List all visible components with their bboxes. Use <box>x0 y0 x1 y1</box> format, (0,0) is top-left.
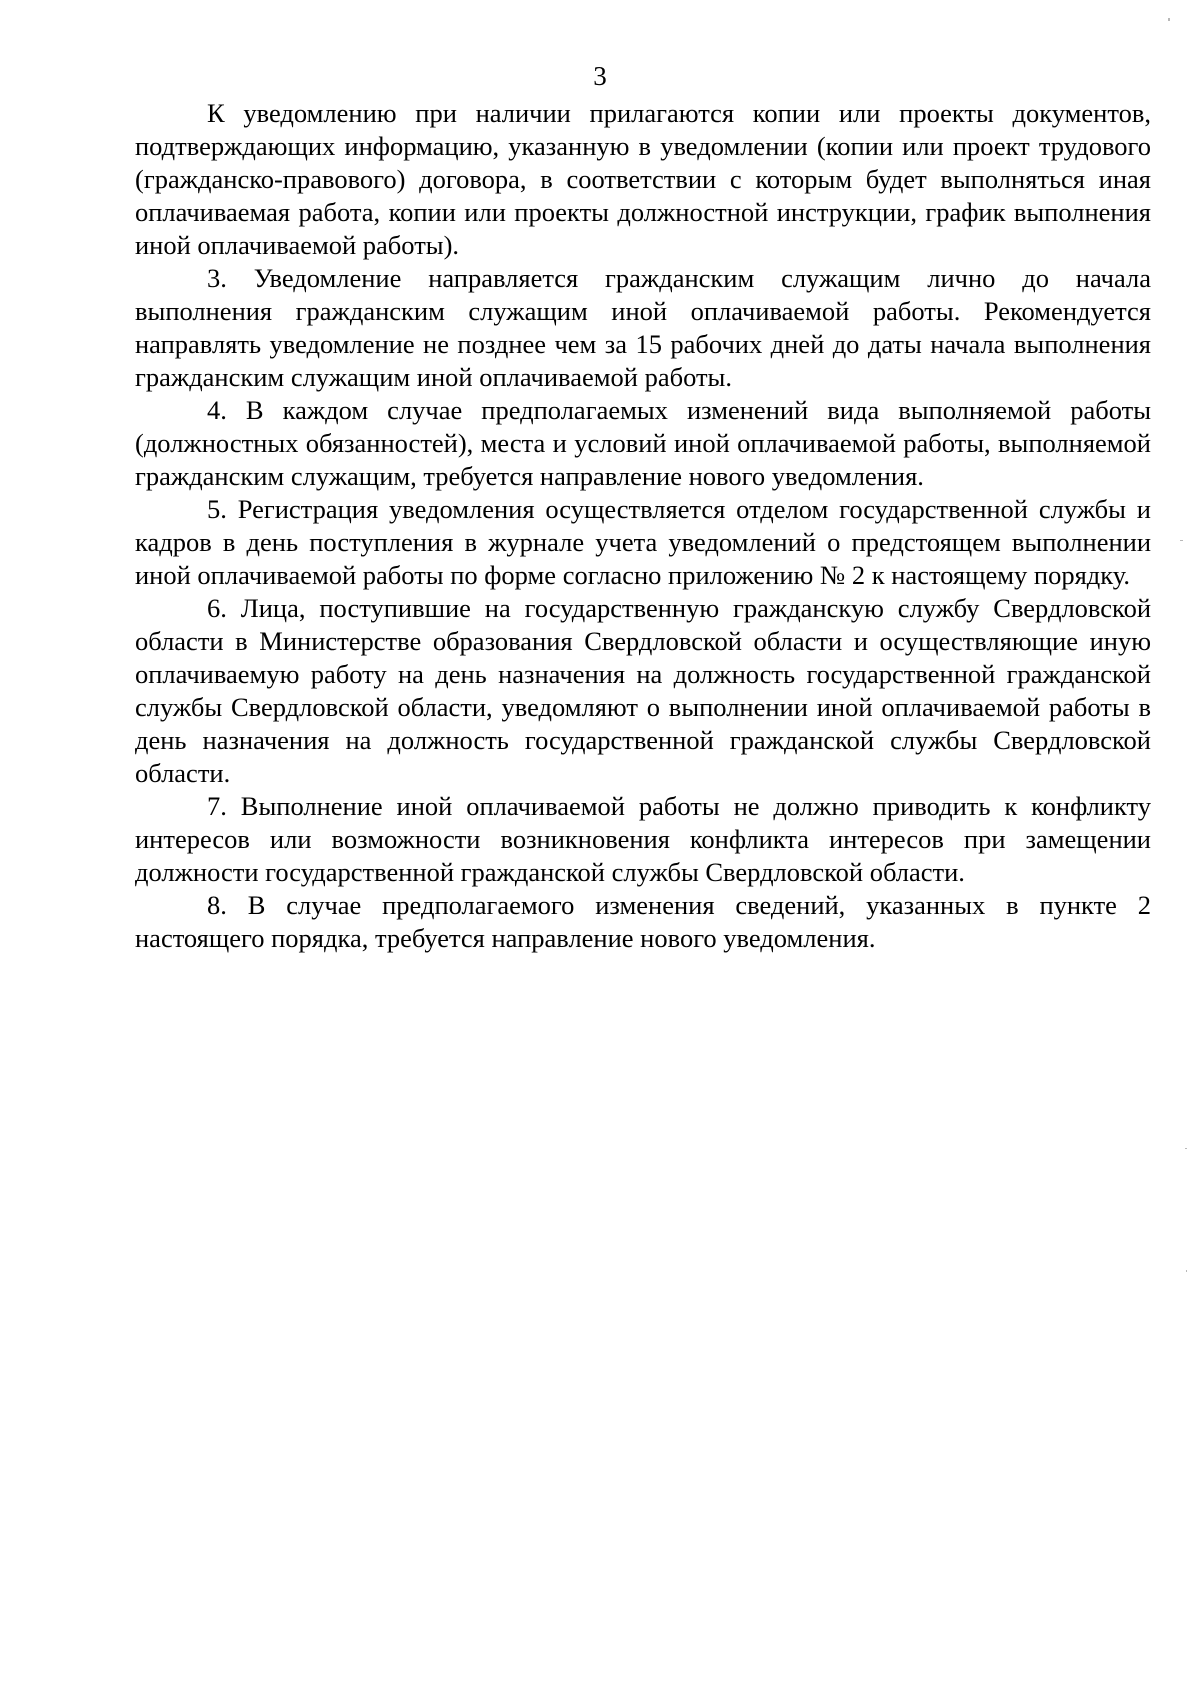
scan-artifact <box>1185 1148 1187 1149</box>
document-body <box>135 97 1151 955</box>
paragraph-item-3: 3. Уведомление направляется гражданским служащим лично до начала выполнения гражданским служащим иной оплачиваемой работы. Рекомендуется направлять уведомление не позднее чем за 15 рабочих дней до даты начала выполнения гражданским служащим иной оплачиваемой работы. <box>135 263 1151 392</box>
paragraph-item-5: 5. Регистрация уведомления осуществляется отделом государственной службы и кадров в день поступления в журнале учета уведомлений о предстоящем выполнении иной оплачиваемой работы по форме согласно приложению № 2 к настоящему порядку. <box>135 494 1151 590</box>
paragraph-item-4: 4. В каждом случае предполагаемых изменений вида выполняемой работы (должностных обязанностей), места и условий иной оплачиваемой работы, выполняемой гражданским служащим, требуется направление нового уведомления. <box>135 395 1151 491</box>
page-number: 3 <box>593 61 607 91</box>
scan-artifact <box>1186 1270 1187 1272</box>
scan-artifact <box>1168 18 1170 21</box>
paragraph-attachments: К уведомлению при наличии прилагаются копии или проекты документов, подтверждающих информацию, указанную в уведомлении (копии или проект трудового (гражданско-правового) договора, в соответствии с которым будет выполняться иная оплачиваемая работа, копии или проекты должностной инструкции, график выполнения иной оплачиваемой работы). <box>135 98 1151 260</box>
paragraph-item-8: 8. В случае предполагаемого изменения сведений, указанных в пункте 2 настоящего порядка, требуется направление нового уведомления. <box>135 890 1151 953</box>
paragraph-item-7: 7. Выполнение иной оплачиваемой работы не должно приводить к конфликту интересов или возможности возникновения конфликта интересов при замещении должности государственной гражданской службы Свердловской области. <box>135 791 1151 887</box>
paragraph-item-6: 6. Лица, поступившие на государственную гражданскую службу Свердловской области в Министерстве образования Свердловской области и осуществляющие иную оплачиваемую работу на день назначения на должность государственной гражданской службы Свердловской области, уведомляют о выполнении иной оплачиваемой работы в день назначения на должность государственной гражданской службы Свердловской области. <box>135 593 1151 788</box>
scan-artifact <box>1180 540 1183 541</box>
